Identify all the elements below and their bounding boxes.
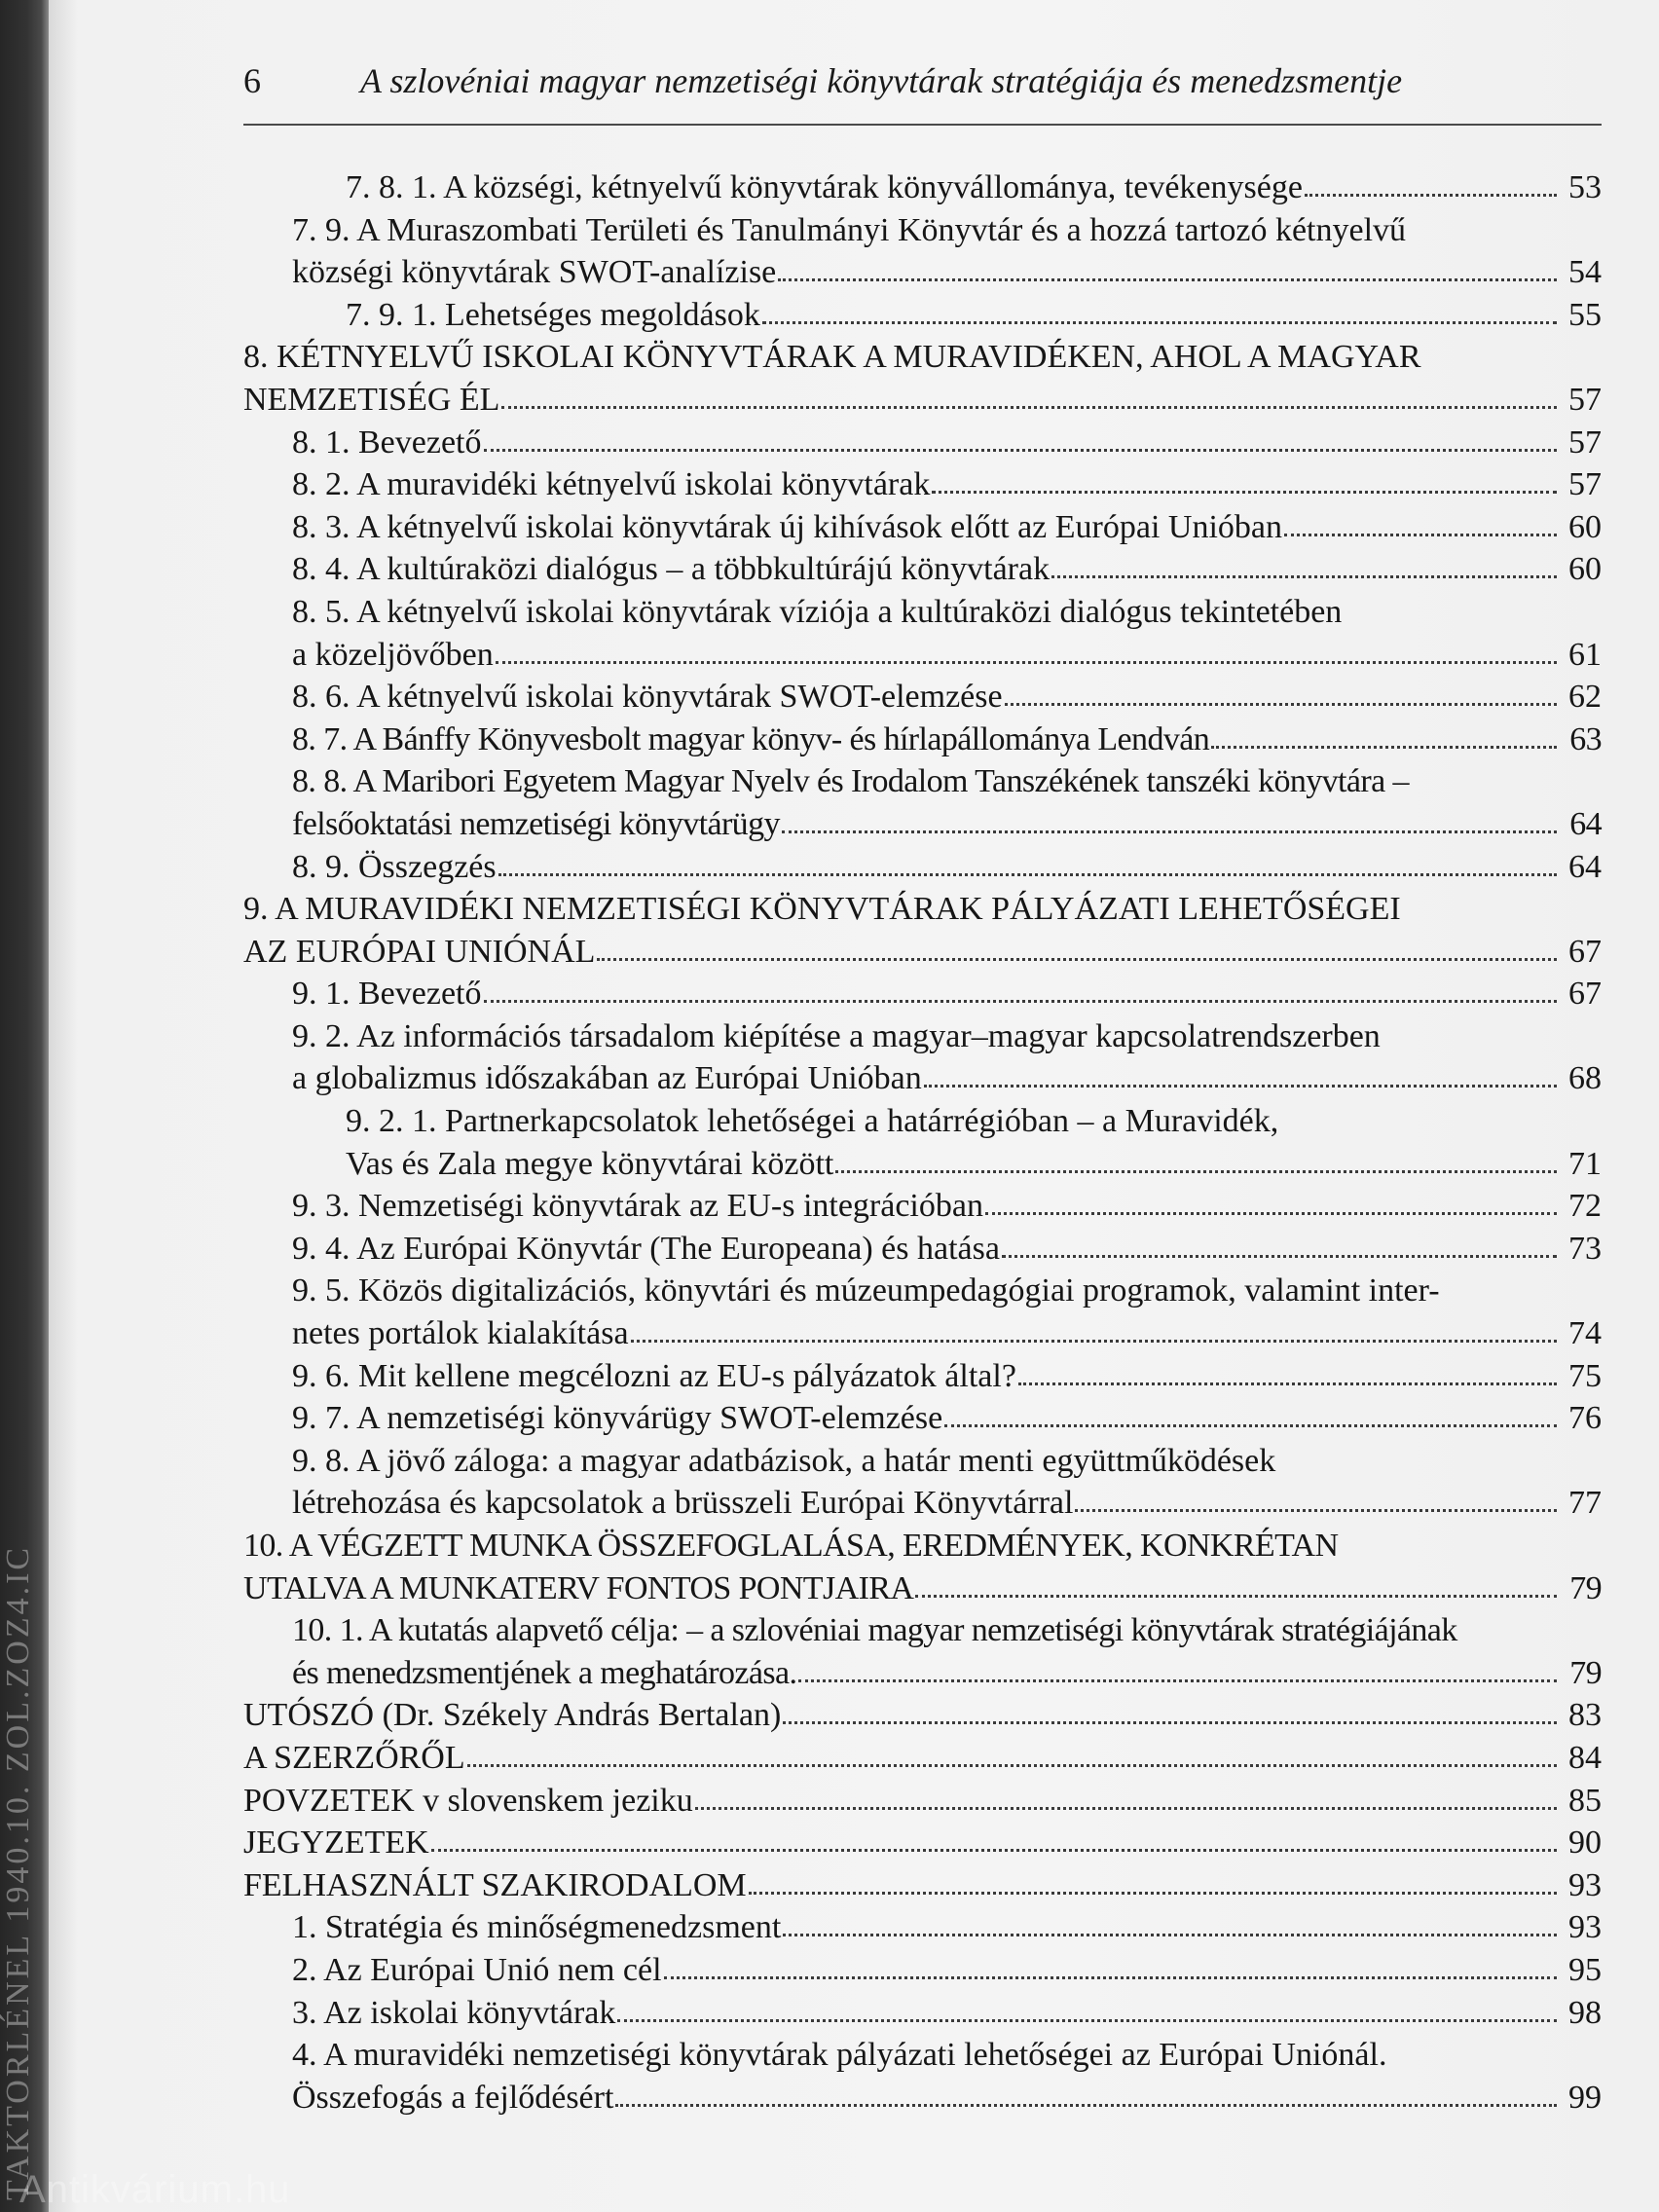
toc-page-number: 73 [1568,1230,1602,1267]
toc-entry [243,719,1602,761]
toc-entry-title: UTÓSZÓ (Dr. Székely András Bertalan) [243,1697,782,1734]
toc-entry-title: 8. 2. A muravidéki kétnyelvű iskolai könyvtárak [292,466,931,503]
toc-entry [243,1057,1602,1100]
dot-leader [835,1169,1557,1173]
toc-entry [243,1567,1602,1610]
toc-entry-title: 8. 8. A Maribori Egyetem Magyar Nyelv és Irodalom Tanszékének tanszéki könyvtára – [292,763,1409,800]
toc-entry-continuation: felsőoktatási nemzetiségi könyvtárügy [292,805,780,842]
toc-entry-continuation: AZ EURÓPAI UNIÓNÁL [243,933,596,970]
toc-page-number: 95 [1568,1951,1602,1988]
toc-entry [243,1906,1602,1949]
dot-leader [631,1339,1557,1343]
toc-page-number: 77 [1568,1485,1602,1522]
dot-leader [1051,574,1557,578]
table-of-contents [243,166,1602,2119]
toc-entry [243,379,1602,422]
dot-leader [501,405,1557,409]
toc-entry-title: 8. 1. Bevezető [292,424,482,461]
toc-page-number: 75 [1568,1357,1602,1394]
toc-entry [243,1312,1602,1355]
toc-page-number: 93 [1568,1909,1602,1946]
toc-page-number: 53 [1568,169,1602,205]
watermark: Antikvárium.hu [19,2168,291,2211]
toc-entry [243,1949,1602,1992]
toc-page-number: 64 [1568,848,1602,885]
book-spine [0,0,49,2212]
toc-entry [243,1864,1602,1907]
toc-entry-title: JEGYZETEK [243,1825,429,1862]
toc-entry [243,1397,1602,1440]
toc-entry-continuation: a közeljövőben [292,636,494,673]
toc-entry-title: 9. A MURAVIDÉKI NEMZETISÉGI KÖNYVTÁRAK PÁLYÁZATI LEHETŐSÉGEI [243,891,1401,928]
toc-entry [243,294,1602,337]
toc-page-number: 98 [1568,1994,1602,2031]
dot-leader [431,1848,1557,1852]
toc-entry [243,1780,1602,1823]
toc-entry [243,463,1602,506]
toc-page-number: 76 [1568,1400,1602,1437]
toc-entry-title: 10. A VÉGZETT MUNKA ÖSSZEFOGLALÁSA, EREDMÉNYEK, KONKRÉTAN [243,1528,1339,1564]
toc-entry-title: 9. 6. Mit kellene megcélozni az EU-s pályázatok által? [292,1357,1016,1394]
toc-page-number: 63 [1569,720,1602,757]
dot-leader [778,277,1557,281]
toc-entry [243,676,1602,719]
page-number: 6 [243,61,261,100]
dot-leader [1284,533,1557,536]
dot-leader [1211,745,1557,749]
toc-entry-title: 9. 4. Az Európai Könyvtár (The Europeana) és hatása [292,1230,1000,1267]
toc-entry-title: 8. 6. A kétnyelvű iskolai könyvtárak SWOT-elemzése [292,679,1003,716]
dot-leader [782,830,1557,833]
running-header [243,56,1606,105]
toc-entry-title: 1. Stratégia és minőségmenedzsment [292,1909,782,1946]
dot-leader [484,999,1558,1003]
toc-entry [243,1185,1602,1228]
toc-entry [243,1992,1602,2035]
toc-page-number: 67 [1568,976,1602,1013]
toc-page-number: 60 [1568,508,1602,545]
dot-leader [1305,193,1557,197]
dot-leader [1075,1508,1557,1512]
toc-page-number: 99 [1568,2079,1602,2116]
toc-entry [243,422,1602,464]
dot-leader [496,660,1557,664]
toc-entry [243,1228,1602,1271]
dot-leader [695,1806,1557,1810]
toc-entry-title: 4. A muravidéki nemzetiségi könyvtárak pályázati lehetőségei az Európai Uniónál. [292,2037,1387,2074]
toc-entry-title: 3. Az iskolai könyvtárak [292,1994,616,2031]
dot-leader [597,957,1557,961]
toc-entry-continuation: községi könyvtárak SWOT-analízise [292,254,777,291]
toc-entry-continuation: a globalizmus időszakában az Európai Unióban [292,1060,922,1097]
dot-leader [484,448,1558,452]
toc-entry [243,166,1602,209]
toc-page-number: 84 [1568,1739,1602,1776]
toc-entry-title: 10. 1. A kutatás alapvető célja: – a szlovéniai magyar nemzetiségi könyvtárak stratégiájának [292,1612,1457,1649]
toc-entry-continuation: NEMZETISÉG ÉL [243,381,500,418]
toc-entry-title: 7. 8. 1. A községi, kétnyelvű könyvtárak könyvállománya, tevékenysége [346,169,1303,205]
toc-page-number: 68 [1568,1060,1602,1097]
toc-entry-title: 8. 7. A Bánffy Könyvesbolt magyar könyv- és hírlapállománya Lendván [292,720,1210,757]
toc-page-number: 72 [1568,1188,1602,1225]
toc-entry [243,1822,1602,1864]
toc-entry-continuation: Összefogás a fejlődésért [292,2079,614,2116]
toc-page-number: 57 [1568,424,1602,461]
toc-entry-continuation: létrehozása és kapcsolatok a brüsszeli Európai Könyvtárral [292,1485,1074,1522]
dot-leader [783,1933,1557,1936]
toc-page-number: 93 [1568,1866,1602,1903]
toc-page-number: 83 [1568,1697,1602,1734]
dot-leader [944,1423,1557,1427]
dot-leader [783,1720,1557,1724]
toc-page-number: 61 [1568,636,1602,673]
toc-page-number: 85 [1568,1782,1602,1819]
toc-entry-title: FELHASZNÁLT SZAKIRODALOM [243,1866,747,1903]
dot-leader [985,1211,1557,1215]
toc-entry [243,1482,1602,1525]
dot-leader [749,1891,1557,1895]
toc-entry-title: 7. 9. A Muraszombati Területi és Tanulmányi Könyvtár és a hozzá tartozó kétnyelvű [292,211,1407,248]
toc-entry [243,251,1602,294]
toc-entry-title: 8. 9. Összegzés [292,848,497,885]
dot-leader [1005,702,1557,706]
toc-entry-title: 8. 4. A kultúraközi dialógus – a többkultúrájú könyvtárak [292,551,1051,588]
toc-page-number: 90 [1568,1825,1602,1862]
toc-page-number: 62 [1568,679,1602,716]
toc-entry [243,973,1602,1015]
toc-entry [243,1652,1602,1695]
toc-entry [243,931,1602,974]
dot-leader [1002,1254,1557,1258]
toc-entry-title: 8. KÉTNYELVŰ ISKOLAI KÖNYVTÁRAK A MURAVIDÉKEN, AHOL A MAGYAR [243,339,1421,376]
toc-page-number: 74 [1568,1315,1602,1352]
toc-entry [243,803,1602,846]
toc-entry-title: 9. 2. Az információs társadalom kiépítése a magyar–magyar kapcsolatrendszerben [292,1017,1381,1054]
header-rule [243,124,1602,126]
toc-entry-continuation: Vas és Zala megye könyvtárai között [346,1145,834,1182]
toc-entry-title: 9. 1. Bevezető [292,976,482,1013]
toc-entry-title: 2. Az Európai Unió nem cél [292,1951,662,1988]
toc-entry-title: 8. 3. A kétnyelvű iskolai könyvtárak új kihívások előtt az Európai Unióban [292,508,1282,545]
dot-leader [915,1594,1557,1598]
dot-leader [1018,1382,1557,1385]
toc-entry-continuation: és menedzsmentjének a meghatározása. [292,1654,797,1691]
running-title: A szlovéniai magyar nemzetiségi könyvtárak stratégiája és menedzsmentje [360,61,1403,100]
dot-leader [467,1763,1557,1767]
toc-entry [243,634,1602,677]
toc-entry-continuation: netes portálok kialakítása [292,1315,629,1352]
toc-page-number: 71 [1568,1145,1602,1182]
toc-page-number: 79 [1569,1569,1602,1606]
toc-page-number: 67 [1568,933,1602,970]
toc-entry-title: A SZERZŐRŐL [243,1739,465,1776]
dot-leader [798,1678,1557,1682]
toc-page-number: 57 [1568,466,1602,503]
toc-entry [243,1143,1602,1186]
toc-entry-title: 9. 7. A nemzetiségi könyvárügy SWOT-elemzése [292,1400,943,1437]
dot-leader [664,1975,1557,1979]
toc-entry-title: 8. 5. A kétnyelvű iskolai könyvtárak víziója a kultúraközi dialógus tekintetében [292,593,1343,630]
toc-page-number: 60 [1568,551,1602,588]
toc-entry [243,2077,1602,2120]
toc-entry-title: 9. 5. Közös digitalizációs, könyvtári és múzeumpedagógiai programok, valamint inter- [292,1272,1440,1309]
toc-entry [243,1694,1602,1737]
spine-text: TAKTORLÉNEL 1940.10. ZOL.ZOZ4.IC [0,1544,36,2200]
toc-page-number: 57 [1568,381,1602,418]
dot-leader [615,2103,1557,2107]
toc-page-number: 55 [1568,296,1602,333]
toc-entry [243,1355,1602,1398]
dot-leader [932,490,1557,494]
toc-entry-title: 9. 2. 1. Partnerkapcsolatok lehetőségei a határrégióban – a Muravidék, [346,1103,1279,1140]
toc-entry-title: POVZETEK v slovenskem jeziku [243,1782,693,1819]
toc-page-number: 79 [1569,1654,1602,1691]
dot-leader [617,2018,1557,2022]
toc-entry-title: 7. 9. 1. Lehetséges megoldások [346,296,760,333]
toc-page-number: 54 [1568,254,1602,291]
toc-page-number: 64 [1569,805,1602,842]
toc-entry [243,548,1602,591]
toc-entry-continuation: UTALVA A MUNKATERV FONTOS PONTJAIRA [243,1569,914,1606]
dot-leader [762,320,1557,324]
toc-entry [243,1737,1602,1780]
toc-entry-title: 9. 3. Nemzetiségi könyvtárak az EU-s integrációban [292,1188,983,1225]
dot-leader [498,872,1557,876]
toc-entry-title: 9. 8. A jövő záloga: a magyar adatbázisok, a határ menti együttműködések [292,1442,1276,1479]
toc-entry [243,846,1602,889]
dot-leader [924,1084,1557,1088]
toc-entry [243,506,1602,549]
